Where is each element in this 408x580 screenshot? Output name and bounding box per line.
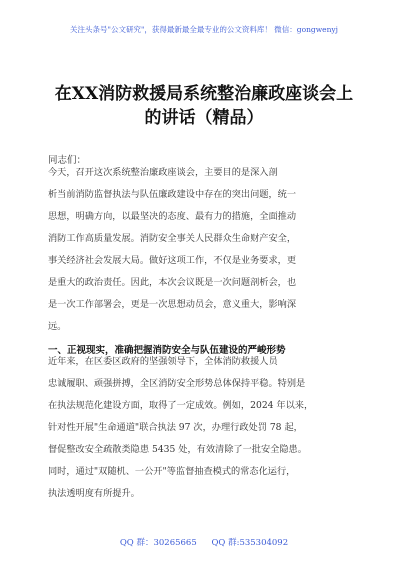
text-line: 事关经济社会发展大局。做好这项工作，不仅是业务要求，更 [48,255,297,266]
text-line: 是重大的政治责任。因此，本次会议既是一次问题剖析会，也 [48,277,297,288]
paragraph-intro [48,162,366,338]
page-header-note: 关注头条号"公文研究"，获得最新最全最专业的公文资料库！ 微信：gongwenyj [70,25,338,34]
page-footer [0,536,408,548]
text-line: 执法透明度有所提升。 [48,488,140,499]
text-line: 今天，召开这次系统整治廉政座谈会，主要目的是深入剖 [48,167,278,178]
text-line: 析当前消防监督执法与队伍廉政建设中存在的突出问题，统一 [48,189,297,200]
title-line-2: 的讲话（精品） [144,108,264,128]
footer-qq-group-2: QQ 群:535304092 [211,538,289,548]
document-title [40,82,368,130]
text-line: 思想，明确方向，以最坚决的态度、最有力的措施，全面推动 [48,211,297,222]
section-heading-1: 一、正视现实，准确把握消防安全与队伍建设的严峻形势 [48,345,286,356]
text-line: 远。 [48,321,67,332]
text-line: 是一次工作部署会，更是一次思想动员会，意义重大，影响深 [48,299,297,310]
text-line: 督促整改安全疏散类隐患 5435 处，有效清除了一批安全隐患。 [48,444,307,455]
text-line: 近年来，在区委区政府的坚强领导下，全体消防救援人员 [48,356,278,367]
paragraph-section-1 [48,351,366,505]
text-line: 针对性开展"生命通道"联合执法 97 次，办理行政处罚 78 起， [48,422,303,433]
text-line: 在执法规范化建设方面，取得了一定成效。例如，2024 年以来， [48,400,314,411]
text-line: 忠诚履职、顽强拼搏，全区消防安全形势总体保持平稳。特别是 [48,378,306,389]
text-line: 同时，通过"双随机、一公开"等监督抽查模式的常态化运行， [48,466,296,477]
salutation: 同志们： [48,155,87,166]
footer-qq-group-1: QQ 群：30265665 [119,538,197,548]
title-line-1: 在XX消防救援局系统整治廉政座谈会上 [54,84,354,104]
text-line: 消防工作高质量发展。消防安全事关人民群众生命财产安全， [48,233,297,244]
